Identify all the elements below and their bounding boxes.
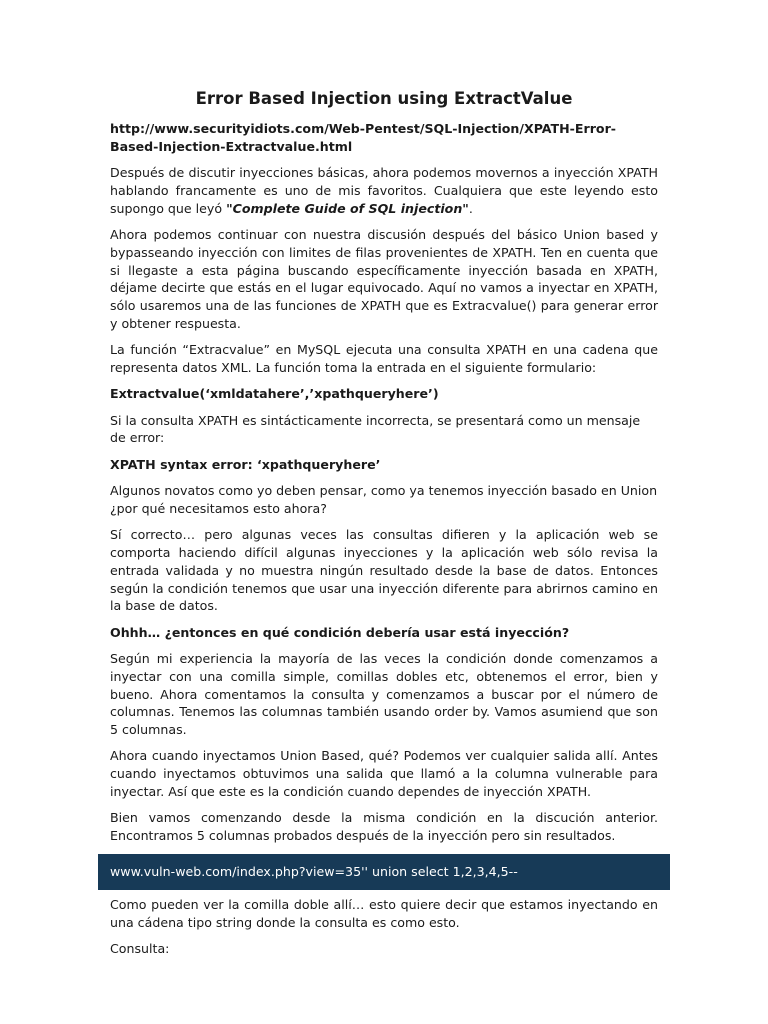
extractvalue-syntax: Extractvalue(‘xmldatahere’,’xpathqueryhere’) (110, 386, 439, 402)
source-url: http://www.securityidiots.com/Web-Pentest/SQL-Injection/XPATH-Error-Based-Injection-Extractvalue.html (110, 121, 617, 154)
guide-reference: "Complete Guide of SQL injection" (226, 200, 469, 216)
paragraph-intro (110, 164, 658, 217)
paragraph-experience: Según mi experiencia la mayoría de las veces la condición donde comenzamos a inyectar con una comilla simple, comillas dobles etc, obtenemos el error, bien y bueno. Ahora comentamos la consulta y comenzamos a buscar por el número de columnas. Tenemos las columnas también usando order by. Vamos asumiend que son 5 columnas. (110, 650, 658, 738)
paragraph-question: Algunos novatos como yo deben pensar, como ya tenemos inyección basado en Union ¿por qué necesitamos esto ahora? (110, 483, 658, 516)
paragraph-context: Ahora podemos continuar con nuestra discusión después del básico Union based y bypasseando inyección con limites de filas provenientes de XPATH. Ten en cuenta que si llegaste a esta página buscando específicamente inyección basada en XPATH, déjame decirte que estás en el lugar equivocado. Aquí no vamos a inyectar en XPATH, sólo usaremos una de las funciones de XPATH que es Extracvalue() para generar error y obtener respuesta. (110, 226, 658, 331)
code-example-bar: www.vuln-web.com/index.php?view=35'' union select 1,2,3,4,5-- (98, 854, 670, 890)
paragraph-extractvalue-definition: La función “Extracvalue” en MySQL ejecuta una consulta XPATH en una cadena que representa datos XML. La función toma la entrada en el siguiente formulario: (110, 342, 658, 376)
document-title: Error Based Injection using ExtractValue (195, 89, 573, 108)
document-body (110, 120, 658, 966)
query-label: Consulta: (110, 940, 170, 956)
paragraph-intro-text: Después de discutir inyecciones básicas, ahora podemos movernos a inyección XPATH hablando francamente es uno de mis favoritos. Cualquiera que este leyendo esto supongo que leyó (110, 165, 658, 216)
paragraph-union-based: Ahora cuando inyectamos Union Based, qué? Podemos ver cualquier salida allí. Antes cuando inyectamos obtuvimos una salida que llamó a la columna vulnerable para inyectar. Así que este es la condición cuando dependes de inyección XPATH. (110, 748, 658, 799)
paragraph-syntax-error: Si la consulta XPATH es sintácticamente incorrecta, se presentará como un mensaje de error: (110, 412, 641, 446)
paragraph-start: Bien vamos comenzando desde la misma condición en la discución anterior. Encontramos 5 columnas probados después de la inyección pero sin resultados. (110, 810, 658, 844)
paragraph-when-question: Ohhh… ¿entonces en qué condición debería usar está inyección? (110, 624, 570, 640)
paragraph-answer: Sí correcto… pero algunas veces las consultas difieren y la aplicación web se comporta haciendo difícil algunas inyecciones y la aplicación web sólo revisa la entrada validada y no muestra ningún resultado desde la base de datos. Entonces según la condición tenemos que usar una inyección diferente para abrirnos camino en la base de datos. (110, 527, 658, 614)
paragraph-double-quote: Como pueden ver la comilla doble allí… esto quiere decir que estamos inyectando en una cádena tipo string donde la consulta es como esto. (110, 896, 658, 930)
xpath-error-example: XPATH syntax error: ‘xpathqueryhere’ (110, 456, 381, 472)
paragraph-intro-end: . (468, 200, 473, 216)
